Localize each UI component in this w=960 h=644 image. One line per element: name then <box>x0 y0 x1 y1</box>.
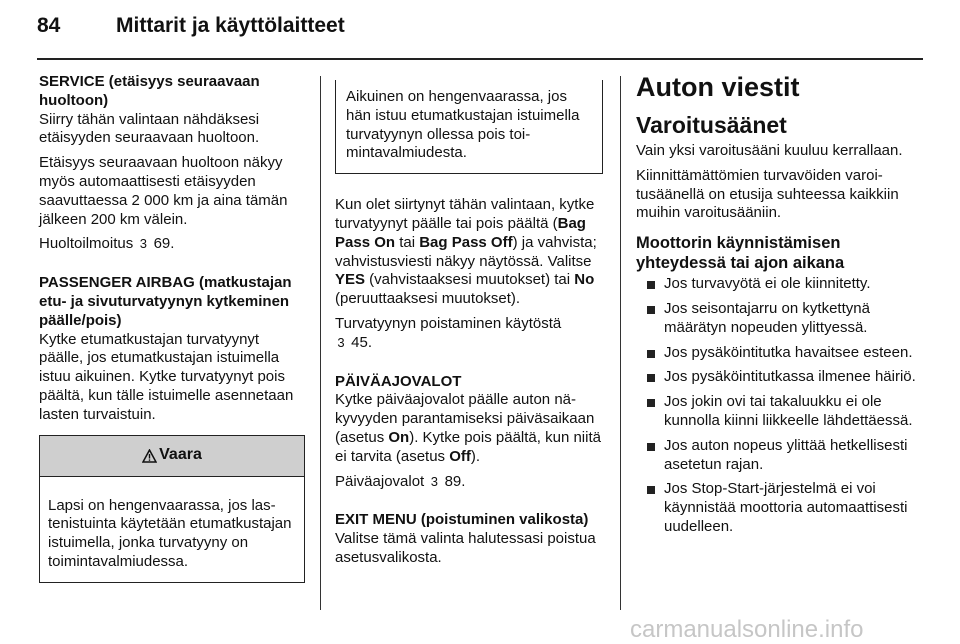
warning-box-continued: Aikuinen on hengenvaarassa, jos hän istuu etumatkustajan istuimella turvatyynyn ollessa pois toimintavalmiudesta. <box>335 80 603 174</box>
column-left <box>39 73 305 583</box>
list-item: Jos Stop-Start-järjestelmä ei voi käynnistää moottoria automaattisesti uudelleen. <box>636 480 922 536</box>
airbag-heading: PASSENGER AIRBAG (matkustajan etu- ja sivuturvatyynyn kytkeminen päälle/pois) <box>39 274 292 329</box>
bullet-square-icon <box>647 399 655 407</box>
warning-box <box>39 435 305 583</box>
watermark: carmanualsonline.info <box>630 616 864 643</box>
bullet-square-icon <box>647 486 655 494</box>
list-item: Jos turvavyötä ei ole kiinnitetty. <box>636 275 922 294</box>
airbag-instructions: Kun olet siirtynyt tähän valintaan, kytke turvatyynyt päälle tai pois päältä (Bag Pass On tai Bag Pass Off) ja vahvista; vahvistusviesti näkyy näytössä. Valitse YES (vahvistaaksesi muutokset) tai No (peruuttaaksesi muutokset). <box>335 196 597 308</box>
exit-menu-paragraph: Valitse tämä valinta halutessasi poistua asetusvalikosta. <box>335 530 596 566</box>
page-reference-icon: 3 <box>430 473 439 489</box>
warning-chime-paragraph: Vain yksi varoitusääni kuuluu kerrallaan. <box>636 142 903 159</box>
bullet-square-icon <box>647 350 655 358</box>
header-rule <box>37 58 923 60</box>
reference-text: Turvatyynyn poistaminen käytöstä <box>335 314 562 332</box>
page-number: 84 <box>37 14 61 37</box>
list-item: Jos pysäköintitutka havaitsee esteen. <box>636 344 922 363</box>
bullet-square-icon <box>647 374 655 382</box>
page-header <box>0 0 960 62</box>
drl-reference <box>335 473 603 492</box>
page-reference-icon: 3 <box>139 236 147 252</box>
engine-start-heading: Moottorin käynnistämisen yhteydessä tai ajon aikana <box>636 234 845 273</box>
warning-body: Lapsi on hengenvaarassa, jos lastenistuinta käytetään etumatkustajan istuimella, jonka turvatyyny on toimintavalmiudessa. <box>48 496 292 570</box>
drl-heading: PÄIVÄAJOVALOT <box>335 372 462 390</box>
column-divider <box>620 76 621 610</box>
reference-page: 89. <box>444 472 466 490</box>
page-title: Mittarit ja käyttölaitteet <box>116 14 345 37</box>
list-item: Jos pysäköintitutkassa ilmenee häiriö. <box>636 368 922 387</box>
exit-menu-heading: EXIT MENU (poistuminen valikosta) <box>335 511 589 529</box>
reference-text: Päiväajovalot <box>335 472 425 490</box>
list-item: Jos seisontajarru on kytkettynä määrätyn nopeuden ylittyessä. <box>636 300 922 338</box>
reference-page: 45. <box>351 333 373 351</box>
reference-page: 69. <box>153 235 175 253</box>
airbag-paragraph: Kytke etumatkustajan turvatyynyt päälle, jos etumatkustajan istuimella istuu aikuinen. Kytke turvatyynyt pois päältä, kun tälle istuimelle asennetaan lasten turvaistuin. <box>39 330 294 423</box>
subsection-heading: Varoitusäänet <box>636 112 787 138</box>
column-middle <box>335 73 603 574</box>
service-heading: SERVICE (etäisyys seuraavaan huoltoon) <box>39 73 260 109</box>
column-right <box>636 72 922 543</box>
service-reference <box>39 235 305 254</box>
column-divider <box>320 76 321 610</box>
warning-triangle-icon <box>142 449 157 463</box>
reference-text: Huoltoilmoitus <box>39 235 134 253</box>
airbag-reference <box>335 315 603 353</box>
bullet-square-icon <box>647 443 655 451</box>
list-item: Jos jokin ovi tai takaluukku ei ole kunnolla kiinni liikkeelle lähdettäessä. <box>636 393 922 431</box>
bullet-square-icon <box>647 306 655 314</box>
warning-title: Vaara <box>159 446 202 464</box>
section-heading: Auton viestit <box>636 72 800 102</box>
chime-list <box>636 275 922 537</box>
list-item: Jos auton nopeus ylittää hetkellisesti asetetun rajan. <box>636 437 922 475</box>
warning-chime-paragraph: Kiinnittämättömien turvavöiden varoitusäänellä on etusija suhteessa kaikkiin muihin varoitusääniin. <box>636 166 899 222</box>
page-reference-icon: 3 <box>337 334 345 350</box>
service-paragraph: Etäisyys seuraavaan huoltoon näkyy myös automaattisesti etäisyyden saavuttaessa 2 000 km ja aina tämän jälkeen 200 km välein. <box>39 154 288 228</box>
drl-paragraph: Kytke päiväajovalot päälle auton näkyvyyden parantamiseksi päiväsaikaan (asetus On). Kytke pois päältä, kun niitä ei tarvita (asetus Off). <box>335 391 601 465</box>
warning-header <box>40 435 304 477</box>
service-paragraph: Siirry tähän valintaan nähdäksesi etäisyyden seuraavaan huoltoon. <box>39 110 260 147</box>
bullet-square-icon <box>647 281 655 289</box>
